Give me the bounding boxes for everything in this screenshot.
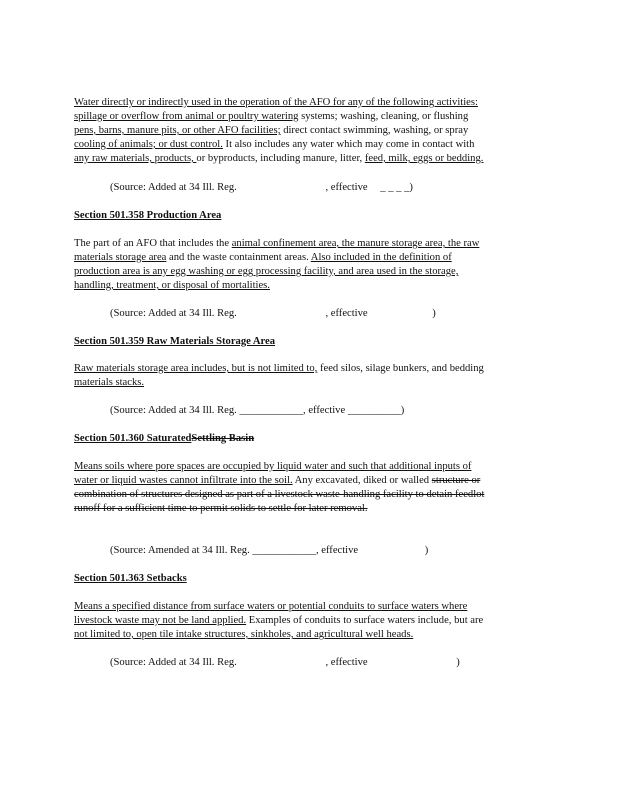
- source-blank-1: ____________: [239, 405, 304, 416]
- source-note-4: [110, 544, 428, 557]
- text: Examples of conduits to surface waters include, but are: [246, 615, 484, 626]
- water-definition-line-2: [74, 110, 468, 123]
- source-close: ): [456, 657, 460, 668]
- text-underlined: animal confinement area, the manure storage area, the raw: [231, 238, 480, 249]
- text-underlined: Also included in the definition of: [310, 252, 452, 263]
- source-close: ): [424, 545, 429, 556]
- source-note-5: [110, 656, 460, 669]
- source-close: ): [432, 308, 436, 319]
- text-underlined: materials storage area: [74, 252, 167, 263]
- section-359-heading: Section 501.359 Raw Materials Storage Area: [74, 336, 276, 347]
- section-360-line-1: [74, 460, 471, 473]
- heading-text: Section 501.360: [74, 433, 147, 444]
- section-358-line-1: [74, 237, 479, 250]
- section-360-line-2: [74, 474, 480, 487]
- text-underlined: cooling of animals; or dust control.: [74, 139, 223, 150]
- text-underlined: pore spaces are occupied by liquid water and such that additional inputs of: [155, 461, 472, 472]
- source-prefix: (Source: Added at 34 Ill. Reg.: [110, 405, 240, 416]
- section-360-line-3: combination of structures designed as part of a livestock waste-handling facility to detain feedlot: [74, 489, 485, 500]
- section-363-line-2: [74, 614, 483, 627]
- source-effective: , effective: [325, 182, 371, 193]
- source-effective: , effective: [325, 308, 371, 319]
- text-underlined: feed, milk, eggs or bedding.: [364, 153, 484, 164]
- water-definition-line-1: Water directly or indirectly used in the operation of the AFO for any of the following activities:: [74, 97, 478, 108]
- section-360-line-4: runoff for a sufficient time to permit solids to settle for later removal.: [74, 503, 368, 514]
- water-definition-line-5: [74, 152, 483, 165]
- text-underlined: water or liquid wastes cannot infiltrate into the soil.: [74, 475, 293, 486]
- text: It also includes any water which may come in contact with: [222, 139, 475, 150]
- source-effective: , effective: [315, 545, 361, 556]
- text: The part of an AFO that includes the: [74, 238, 232, 249]
- source-note-3: [110, 404, 404, 417]
- source-close: ): [409, 182, 413, 193]
- text: feed silos, silage bunkers, and bedding: [317, 363, 484, 374]
- heading-inserted-text: Saturated: [146, 433, 192, 444]
- section-360-heading: [74, 432, 254, 445]
- source-blank-1: ____________: [252, 545, 316, 556]
- source-close: ): [400, 405, 405, 416]
- text-underlined: spillage or overflow from animal or poultry watering: [74, 111, 299, 122]
- source-prefix: (Source: Amended at 34 Ill. Reg.: [110, 545, 253, 556]
- text-underlined: Raw materials storage area includes, but is not limited to,: [74, 363, 318, 374]
- water-definition-line-3: [74, 124, 468, 137]
- section-363-line-1: Means a specified distance from surface waters or potential conduits to surface waters where: [74, 601, 468, 612]
- section-359-line-2: materials stacks.: [74, 377, 145, 388]
- heading-deleted-text: Settling Basin: [191, 433, 255, 444]
- text: and the waste containment areas.: [166, 252, 311, 263]
- text-underlined: any raw materials, products,: [74, 153, 197, 164]
- source-effective: , effective: [303, 405, 348, 416]
- section-363-line-3: not limited to, open tile intake structures, sinkholes, and agricultural well heads.: [74, 629, 414, 640]
- section-358-heading: Section 501.358 Production Area: [74, 210, 222, 221]
- section-358-line-4: handling, treatment, or disposal of mortalities.: [74, 280, 270, 291]
- source-prefix: (Source: Added at 34 Ill. Reg.: [110, 657, 240, 668]
- text-underlined: Means soils where: [74, 461, 156, 472]
- text-underlined: livestock waste may not be land applied.: [74, 615, 247, 626]
- text: direct contact swimming, washing, or spray: [280, 125, 469, 136]
- source-prefix: (Source: Added at 34 Ill. Reg.: [110, 308, 240, 319]
- text-deleted: structure or: [431, 475, 481, 486]
- text: or byproducts, including manure, litter,: [196, 153, 365, 164]
- text: Any excavated, diked or walled: [292, 475, 432, 486]
- section-358-line-2: [74, 251, 452, 264]
- source-blank: _ _ _ _: [380, 182, 410, 193]
- source-effective: , effective: [325, 657, 371, 668]
- source-note-1: [110, 181, 413, 194]
- source-blank-2: __________: [347, 405, 401, 416]
- water-definition-line-4: [74, 138, 474, 151]
- text-underlined: pens, barns, manure pits, or other AFO facilities;: [74, 125, 281, 136]
- source-note-2: [110, 307, 436, 320]
- text: systems; washing, cleaning, or flushing: [298, 111, 469, 122]
- section-358-line-3: production area is any egg washing or egg processing facility, and area used in the storage,: [74, 266, 459, 277]
- source-prefix: (Source: Added at 34 Ill. Reg.: [110, 182, 240, 193]
- section-359-line-1: [74, 362, 484, 375]
- section-363-heading: Section 501.363 Setbacks: [74, 573, 187, 584]
